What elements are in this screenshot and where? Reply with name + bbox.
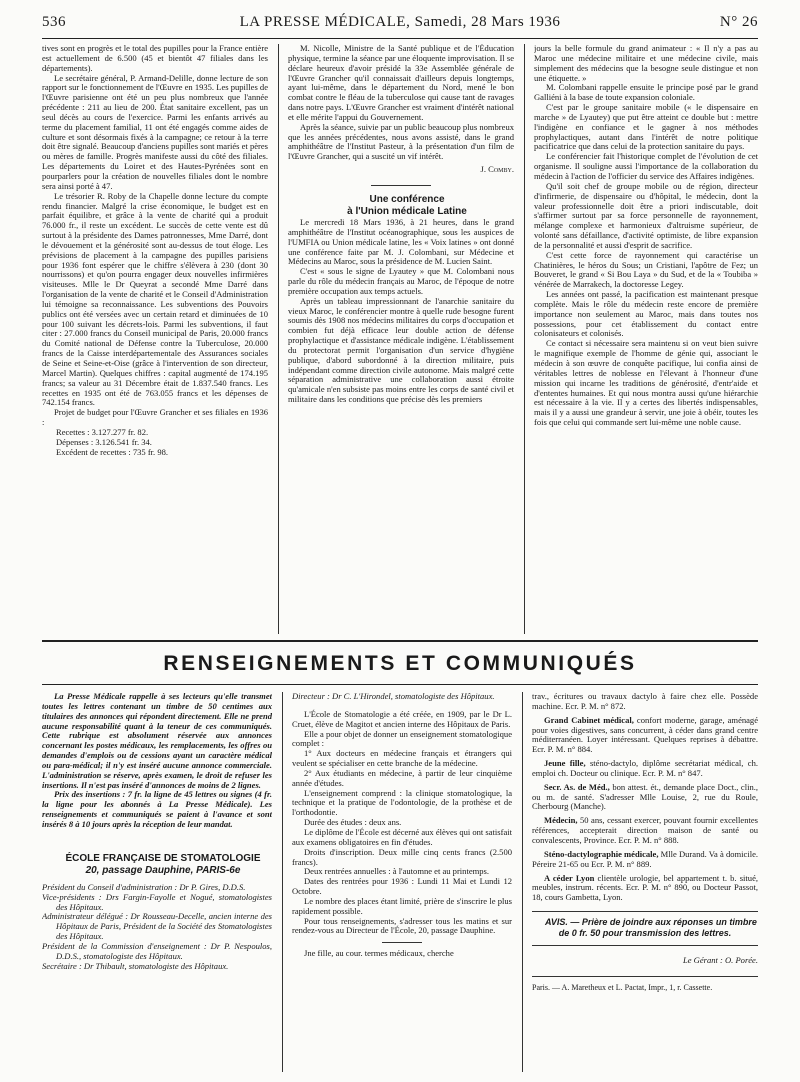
header-rule (42, 38, 758, 39)
col2-conf-paragraph: Le mercredi 18 Mars 1936, à 21 heures, dans le grand amphithéâtre de l'Institut océanographique, sous les auspices de l'UMFIA ou Union médicale latine, les « Voix latines » ont donné une conférence faite par M. J. Colombani, sur Médecine et Médecins au Maroc, sous la présidence de M. Lucien Saint. (288, 216, 514, 267)
column-divider (278, 44, 279, 634)
school-paragraph: L'École de Stomatologie a été créée, en 1909, par le Dr L. Cruet, élève de Magitot et ancien interne des Hôpitaux de Paris. (292, 708, 512, 729)
col2-conf-paragraph: Après un tableau impressionnant de l'anarchie sanitaire du vieux Maroc, le conférencier montre à quelle rude besogne furent soumis dès 1908 nos médecins militaires du corps d'occupation et combien fut déjà efficace leur double action de défense prophylactique et d'assistance médicale indigène. L'établissement du protectorat permit l'organisation d'un service d'hygiène publique, d'abord subordonné à la direction militaire, puis indépendant comme direction civile autonome. Mais malgré cette séparation administrative une collaboration aussi étroite qu'amicale n'en subsiste pas moins entre les corps de santé civil et militaire dans les conditions que précise dès les premiers (288, 295, 514, 405)
issue-number: N° 26 (719, 14, 758, 30)
journal-title: LA PRESSE MÉDICALE, Samedi, 28 Mars 1936 (239, 14, 561, 30)
ad-text: sténo-dactylo, diplôme secrétariat médical, ch. emploi ch. Docteur ou clinique. Ecr. P. M. n° 847. (532, 758, 758, 778)
budget-line: Dépenses : 3.126.541 fr. 34. (56, 436, 152, 447)
classified-ad (532, 850, 758, 870)
col3-paragraph: Les années ont passé, la pacification est maintenant presque complète. Mais le rôle du médecin reste encore de première importance non seulement au Maroc, mais dans toutes nos possessions, pour cet établissement du contact entre colonisateurs et colonisés. (534, 289, 758, 339)
school-paragraph: 2° Aux étudiants en médecine, à partir de leur cinquième année d'études. (292, 767, 512, 788)
bottom-column-3 (532, 692, 758, 1072)
col3-paragraph: Le conférencier fait l'historique complet de l'évolution de cet organisme. Il souligne aussi l'importance de la collaboration du médecin à l'action de l'officier du service des Affaires indigènes. (534, 151, 758, 181)
footer-rule (532, 976, 758, 977)
rubric-prices: Prix des insertions : 7 fr. la ligne de 45 lettres ou signes (4 fr. la ligne pour les abonnés à La Presse Médicale). Les renseignements et communiqués se paient à l'avance et sont insérés 8 à 10 jours après la réception de leur mandat. (42, 789, 272, 829)
ad-text: Mlle Durand. Va à domicile. Péreire 21-65 ou Ecr. P. M. n° 889. (532, 848, 758, 869)
school-director: Directeur : Dr C. L'Hirondel, stomatologiste des Hôpitaux. (292, 692, 495, 701)
ad-text: bon attest. ét., demande place Doct., clin., ou m. de santé. S'adresser Mlle Louise, 2, rue du Roule, Cherbourg (Manche). (532, 781, 758, 812)
ad-heading: A céder Lyon (544, 872, 595, 883)
school-officer: Administrateur délégué : Dr Rousseau-Decelle, ancien interne des Hôpitaux de Paris, Président de la Société des Stomatologistes des Hôpitaux. (42, 911, 272, 942)
school-paragraph: Pour tous renseignements, s'adresser tous les matins et sur rendez-vous au Directeur de l'École, 20, passage Dauphine. (292, 915, 512, 936)
classified-ad (532, 783, 758, 813)
classified-ad (532, 874, 758, 904)
classified-ad (532, 716, 758, 755)
section-rule-top (42, 640, 758, 642)
ad-heading: Grand Cabinet médical, (544, 714, 634, 725)
section-rule-bottom (42, 684, 758, 685)
ad-heading: Médecin, (544, 815, 578, 826)
ad-heading: Jeune fille, (544, 758, 586, 769)
col2-paragraph: Après la séance, suivie par un public beaucoup plus nombreux que les années précédentes, nous avons assisté, dans le grand amphithéâtre de l'Institut Pasteur, à la présentation d'un film de l'Œuvre Grancher, qui a suscité un vif intérêt. (288, 121, 514, 162)
ad-text: clientèle urologie, bel appartement t. b. situé, meubles, instrum. récents. Ecr. P. M. n° 890, ou Docteur Passot, 18, cours Gambetta, Lyon. (532, 872, 758, 903)
school-paragraph: Le diplôme de l'École est décerné aux élèves qui ont satisfait aux examens obligatoires en fin d'études. (292, 826, 512, 847)
school-paragraph: Elle a pour objet de donner un enseignement stomatologique complet : (292, 728, 512, 749)
classified-ad (532, 759, 758, 779)
avis-rule (532, 911, 758, 912)
school-paragraph: Droits d'inscription. Deux mille cinq cents francs (2.500 francs). (292, 846, 512, 867)
school-paragraph: Le nombre des places étant limité, prière de s'inscrire le plus rapidement possible. (292, 895, 512, 916)
col1-paragraph: Le secrétaire général, P. Armand-Delille, donne lecture de son rapport sur le fonctionnement de l'Œuvre en 1935. Les pupilles de l'Œuvre parisienne ont été un peu plus nombreux que l'année précédente : 211 au lieu de 200. État sanitaire excellent, pas un seul décès au cours de l'exercice. Parmi les enfants arrivés au terme du placement familial, 11 ont été engagés comme aides de culture et sont désormais fixés à la campagne; ce retour à la terre doit être signalé. Beaucoup d'anciens pupilles sont mariés et pères ou mères de famille. Progrès manifeste aussi du côté des filiales. Les départements du Loiret et des Hautes-Pyrénées sont en pourparlers pour la création de nouvelles filiales dont le nombre sera ainsi porté à 47. (42, 72, 268, 191)
classified-ad: trav., écritures ou travaux dactylo à faire chez elle. Possède machine. Ecr. P. M. n° 872. (532, 692, 758, 711)
school-title: ÉCOLE FRANÇAISE DE STOMATOLOGIE (65, 852, 261, 864)
school-paragraph: L'enseignement comprend : la clinique stomatologique, la technique et la pratique de l'odontologie, de la prothèse et de l'orthodontie. (292, 787, 512, 818)
ad-heading: Secr. As. de Méd., (544, 781, 610, 792)
col2-paragraph: M. Nicolle, Ministre de la Santé publique et de l'Éducation physique, termine la séance par une éloquente improvisation. Il se déclare heureux d'avoir présidé la 33e Assemblée générale de l'Œuvre Grancher qu'il connaissait d'ailleurs depuis longtemps, ayant lui-même, dans le département du Nord, mené le bon combat contre le fléau de la tuberculose qui cause tant de ravages dans notre pays. L'Œuvre Grancher est vraiment d'intérêt national et elle mérite l'appui du Gouvernement. (288, 44, 514, 122)
col3-paragraph: C'est cette force de rayonnement qui caractérise un Chatinières, le héros du Sous; un Cristiani, l'apôtre de Fez; un Bouveret, le grand « Si Bou Laya » du Sud, et de la « Toubiba » vénérée de Marrakech, la doctoresse Legey. (534, 249, 758, 290)
col1-paragraph: tives sont en progrès et le total des pupilles pour la France entière est actuellement de 6.500 (45 et bientôt 47 filiales dans les départements). (42, 44, 268, 73)
ad-text: confort moderne, garage, aménagé pour voies digestives, sans concurrent, à céder dans grand centre méditerranéen. Loyer intéressant. Quelques reprises à débattre. Ecr. P. M. n° 884. (532, 714, 758, 755)
article-signature: J. Comby. (480, 164, 514, 175)
column-3 (534, 44, 758, 634)
avis-notice: AVIS. — Prière de joindre aux réponses un timbre de 0 fr. 50 pour transmission des lettres. (545, 917, 757, 939)
bottom-column-2 (292, 692, 512, 1072)
col3-paragraph: C'est par le groupe sanitaire mobile (« le dispensaire en marche » de Lyautey) que put être atteint ce double but : mettre l'indigène en confiance et le gagner à nos méthodes prophylactiques, autant dans l'intérêt de notre politique pacificatrice que dans celui de la protection sanitaire du pays. (534, 102, 758, 152)
col3-paragraph: jours la belle formule du grand animateur : « Il n'y a pas au Maroc une médecine militaire et une médecine civile, mais simplement des médecins que la besogne seule distingue et non une étiquette. » (534, 44, 758, 83)
classified-ad: Jne fille, au cour. termes médicaux, cherche (304, 948, 454, 959)
conference-title: Une conférence (369, 193, 445, 205)
classified-ad (532, 816, 758, 846)
col1-paragraph: Projet de budget pour l'Œuvre Grancher et ses filiales en 1936 : (42, 407, 268, 428)
column-divider (524, 44, 525, 634)
col2-conf-paragraph: C'est « sous le signe de Lyautey » que M. Colombani nous parle du rôle du médecin français au Maroc, de l'époque de notre première occupation aux temps actuels. (288, 266, 514, 296)
page-number: 536 (42, 14, 66, 30)
school-officer: Secrétaire : Dr Thibault, stomatologiste des Hôpitaux. (42, 960, 229, 971)
col3-paragraph: M. Colombani rappelle ensuite le principe posé par le grand Galliéni à la base de toute expansion coloniale. (534, 82, 758, 103)
printer-line: Paris. — A. Maretheux et L. Pactat, Impr., 1, r. Cassette. (532, 982, 713, 992)
ad-text: 50 ans, cessant exercer, pouvant fournir excellentes références, accepterait direction maison de santé ou convalescents, Province. Ecr. P. M. n° 888. (532, 815, 758, 845)
school-officer: Président de la Commission d'enseignement : Dr P. Nespoulos, D.D.S., stomatologiste des Hôpitaux. (42, 940, 272, 961)
col1-paragraph: Le trésorier R. Roby de la Chapelle donne lecture du compte rendu financier. Malgré la crise économique, le budget est en parfait équilibre, et grâce à la vente de charité qui a produit 76.000 fr., il reste un excédent. Le succès de cette vente est dû surtout à la présidente des Dames patronnesses, Mme Darré, dont le dévouement et la générosité sont au-dessus de tout éloge. Les prévisions de placement à la campagne des pupilles parisiens pour 1936 font espérer que le chiffre s'élèvera à 230 (dont 30 nourrissons) et qu'on pourra engager deux nouvelles infirmières visiteuses. Mlle le Dr Queyrat a secondé Mme Darré dans l'organisation de la vente de charité et le Conseil d'Administration lui témoigne sa reconnaissance. Les subventions des Pouvoirs publics ont été versées avec un certain retard et diminuées de 10 pour 100 suivant les décrets-lois. Parmi les subventions, il faut citer : 27.000 francs du Conseil municipal de Paris, 20.000 francs du Comité national de Défense contre la Tuberculose, 20.000 francs de la Caisse interdépartementale des Assurances sociales de Seine et Seine-et-Oise (grâce à l'intervention de son directeur, Marcel Martin). Quelques chiffres : capital augmenté de 174.195 francs; sa valeur au 31 Décembre était de 1.837.540 francs. Les recettes en 1935 ont été de 763.055 francs et les dépenses de 742.154 francs. (42, 190, 268, 408)
school-paragraph: Durée des études : deux ans. (304, 817, 402, 828)
bottom-column-1 (42, 692, 272, 1072)
school-paragraph: 1° Aux docteurs en médecine français et étrangers qui veulent se spécialiser en cette branche de la médecine. (292, 748, 512, 769)
section-title: RENSEIGNEMENTS ET COMMUNIQUÉS (163, 652, 637, 675)
manager-signature: Le Gérant : O. Porée. (682, 955, 758, 966)
column-divider (522, 692, 523, 1072)
school-paragraph: Dates des rentrées pour 1936 : Lundi 11 Mai et Lundi 12 Octobre. (292, 876, 512, 897)
avis-rule (532, 945, 758, 946)
column-2 (288, 44, 514, 634)
school-address: 20, passage Dauphine, PARIS-6e (85, 864, 241, 876)
col3-paragraph: Qu'il soit chef de groupe mobile ou de région, directeur d'infirmerie, de dispensaire ou d'hôpital, le médecin, dont la valeur professionnelle doit être a priori indiscutable, doit s'affirmer surtout par sa force personnelle de rayonnement, mélange complexe et harmonieux d'altruisme supérieur, de volonté sans défaillance, d'activité optimiste, de libre expansion de la personnalité et aussi d'esprit de sacrifice. (534, 180, 758, 250)
col3-paragraph: Ce contact si nécessaire sera maintenu si on veut bien suivre le magnifique exemple de l'homme de génie qui, associant le médecin à son œuvre de conquête pacifique, lui confia ainsi de véritables lettres de noblesse en l'élevant à l'honneur d'une mission qui incarne les traditions de générosité, d'entr'aide et d'ententes humaines. Et qui nous montra aussi qu'une hiérarchie est nécessaire à la vie. Il y a certes des libertés indispensables, mais il y a aussi une grandeur à servir, une joie à obéir, toutes les fois que celui qui commande sert lui-même une noble cause. (534, 338, 758, 428)
page-header (42, 14, 758, 36)
article-separator (371, 185, 431, 186)
ad-separator (382, 942, 422, 943)
school-officer: Vice-présidents : Drs Fargin-Fayolle et Nogué, stomatologistes des Hôpitaux. (42, 891, 272, 912)
school-paragraph: Deux rentrées annuelles : à l'automne et au printemps. (304, 866, 489, 877)
column-divider (282, 692, 283, 1072)
school-officer: Président du Conseil d'administration : Dr P. Gires, D.D.S. (42, 881, 246, 892)
column-1 (42, 44, 268, 634)
conference-subtitle: à l'Union médicale Latine (347, 205, 467, 217)
budget-line: Recettes : 3.127.277 fr. 82. (56, 426, 149, 437)
rubric-intro: La Presse Médicale rappelle à ses lecteurs qu'elle transmet toutes les lettres contenant un timbre de 50 centimes aux titulaires des annonces qui répondent directement. Elle ne prend aucune responsabilité quant à la teneur de ces communiqués. Cette rubrique est absolument réservée aux annonces concernant les postes médicaux, les remplacements, les offres ou demandes d'emplois ou de cessions ayant un caractère médical ou para-médical; il n'y est inséré aucune annonce commerciale. L'administration se réserve, après examen, le droit de refuser les insertions. Il n'est pas inséré d'annonces de moins de 2 lignes. (42, 692, 272, 790)
budget-line: Excédent de recettes : 735 fr. 98. (56, 446, 169, 457)
ad-heading: Sténo-dactylographie médicale, (544, 848, 659, 859)
